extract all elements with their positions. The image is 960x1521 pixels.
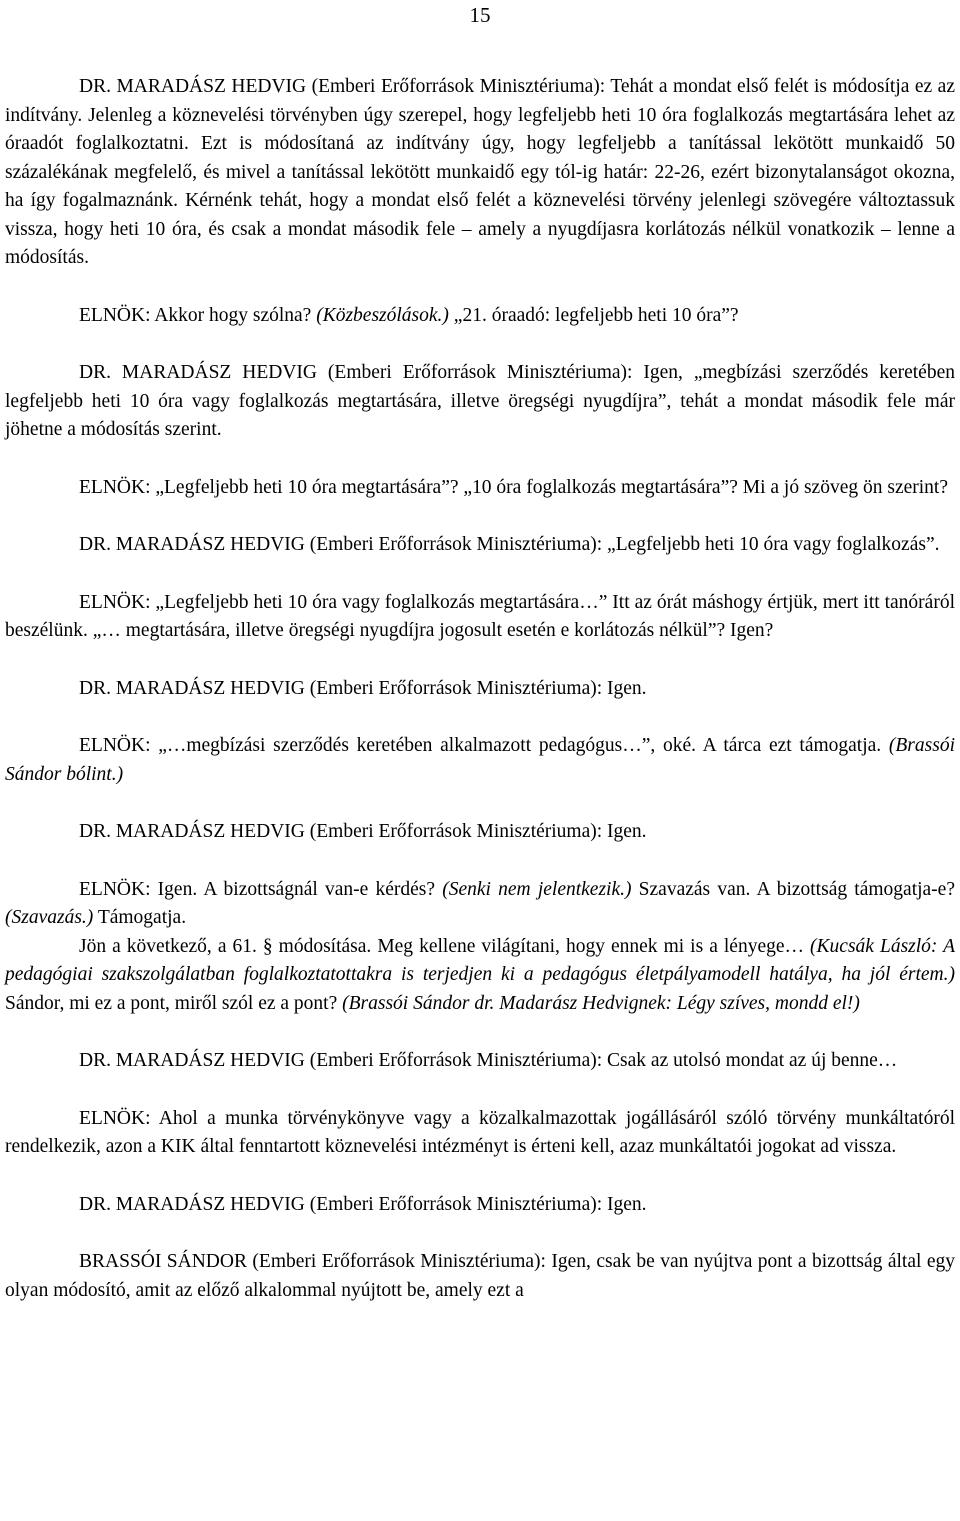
stage-direction: (Kucsák László: A pedagógiai szakszolgálatban foglalkoztatottakra is terjedjen ki a pedagógus életpályamodell hatálya, ha jól értem.) [5,935,955,985]
paragraph [5,1248,955,1305]
paragraph [5,302,955,331]
speech-text: DR. MARADÁSZ HEDVIG (Emberi Erőforrások Minisztériuma): Csak az utolsó mondat az új benne… [79,1050,898,1071]
page-number: 15 [469,3,491,27]
speech-text: ELNÖK: „Legfeljebb heti 10 óra vagy foglalkozás megtartására…” Itt az órát máshogy értjük, mert itt tanóráról beszélünk. „… megtartására, illetve öregségi nyugdíjra jogosult esetén e korlátozás nélkül”? Igen? [5,591,955,641]
speech-text: Sándor, mi ez a pont, miről szól ez a pont? [5,992,343,1014]
speech-text: ELNÖK: Igen. A bizottságnál van-e kérdés? [79,878,443,900]
speech-text: BRASSÓI SÁNDOR (Emberi Erőforrások Minisztériuma): Igen, csak be van nyújtva pont a bizottság által egy olyan módosító, amit az előző alkalommal nyújtott be, amely ezt a [5,1251,955,1301]
paragraph [5,589,955,646]
paragraph [5,732,955,789]
stage-direction: (Brassói Sándor dr. Madarász Hedvignek: Légy szíves, mondd el!) [342,992,860,1014]
speech-text: DR. MARADÁSZ HEDVIG (Emberi Erőforrások Minisztériuma): Igen. [79,677,647,699]
paragraph [5,933,955,1019]
paragraph [5,818,955,847]
paragraph [5,675,955,704]
speech-text: DR. MARADÁSZ HEDVIG (Emberi Erőforrások Minisztériuma): Igen. [79,821,647,842]
speech-text: DR. MARADÁSZ HEDVIG (Emberi Erőforrások Minisztériuma): Igen. [79,1193,647,1215]
speech-text: ELNÖK: Akkor hogy szólna? [79,304,317,326]
stage-direction: (Senki nem jelentkezik.) [442,878,632,900]
speech-text: ELNÖK: „…megbízási szerződés keretében alkalmazott pedagógus…”, oké. A tárca ezt támogatja. [79,735,889,756]
speech-text: ELNÖK: Ahol a munka törvénykönyve vagy a közalkalmazottak jogállásáról szóló törvény munkáltatóról rendelkezik, azon a KIK által fenntartott köznevelési intézményt is érteni kell, azaz munkáltatói jogokat ad vissza. [5,1107,955,1157]
paragraph [5,876,955,933]
paragraph [5,1047,955,1076]
paragraph [5,474,955,503]
speech-text: ELNÖK: „Legfeljebb heti 10 óra megtartására”? „10 óra foglalkozás megtartására”? Mi a jó szöveg ön szerint? [79,476,948,498]
speech-text: DR. MARADÁSZ HEDVIG (Emberi Erőforrások Minisztériuma): „Legfeljebb heti 10 óra vagy foglalkozás”. [79,534,940,555]
paragraph [5,1191,955,1220]
paragraph [5,1105,955,1162]
paragraph [5,73,955,273]
stage-direction: (Közbeszólások.) [316,304,449,326]
paragraph [5,359,955,445]
speech-text: Szavazás van. A bizottság támogatja-e? [631,878,955,900]
document-body [5,73,955,1305]
paragraph [5,531,955,560]
speech-text: DR. MARADÁSZ HEDVIG (Emberi Erőforrások Minisztériuma): Tehát a mondat első felét is módosítja ez az indítvány. Jelenleg a köznevelési törvényben úgy szerepel, hogy legfeljebb heti 10 óra foglalkozás megtartására lehet az óraadót foglalkoztatni. Ezt is módosítaná az indítvány úgy, hogy legfeljebb a tanítással lekötött munkaidő 50 százalékának megfelelő, és mivel a tanítással lekötött munkaidő egy tól-ig határ: 22-26, ezért bizonytalanságot okozna, ha így fogalmaznánk. Kérnénk tehát, hogy a mondat első felét a köznevelési törvény jelenlegi szövegére változtassuk vissza, hogy heti 10 óra, és csak a mondat második fele – amely a nyugdíjasra korlátozás nélkül vonatkozik – lenne a módosítás. [5,76,955,268]
speech-text: Jön a következő, a 61. § módosítása. Meg kellene világítani, hogy ennek mi is a lényege… [79,935,811,957]
stage-direction: (Szavazás.) [5,907,94,928]
speech-text: „21. óraadó: legfeljebb heti 10 óra”? [448,304,739,326]
speech-text: Támogatja. [93,907,187,928]
speech-text: DR. MARADÁSZ HEDVIG (Emberi Erőforrások Minisztériuma): Igen, „megbízási szerződés keretében legfeljebb heti 10 óra vagy foglalkozás megtartására, illetve öregségi nyugdíjra”, tehát a mondat második fele már jöhetne a módosítás szerint. [5,362,955,440]
stage-direction: (Brassói Sándor bólint.) [5,735,955,785]
